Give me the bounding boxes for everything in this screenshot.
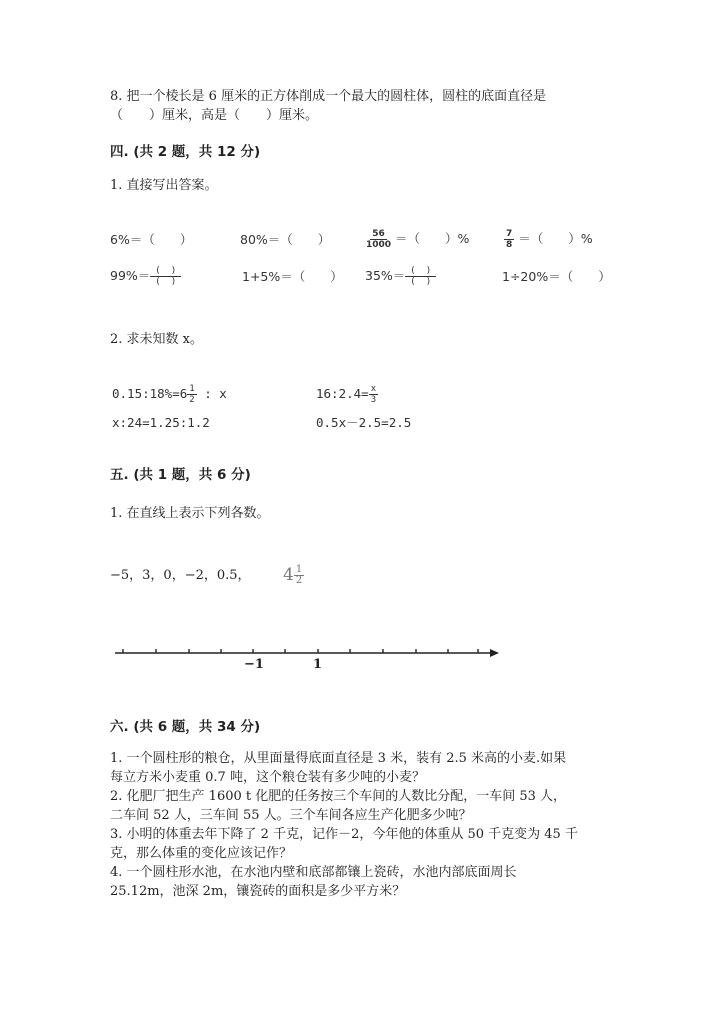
equation: 0.5x－2.5=2.5 — [316, 415, 412, 430]
question-8-line2: （ ）厘米，高是（ ）厘米。 — [110, 108, 319, 123]
fraction — [187, 384, 196, 405]
calc-item: 1÷20%＝（ ） — [502, 269, 611, 284]
number-line — [0, 640, 720, 680]
question-line: 25.12m，池深 2m，镶瓷砖的面积是多少平方米？ — [110, 884, 406, 899]
denominator: ( ) — [156, 277, 176, 287]
mixed-whole: 4 — [283, 565, 294, 585]
numerator: x — [370, 384, 377, 394]
calc-rest: ＝（ ）% — [395, 231, 470, 246]
mixed-number — [283, 565, 304, 586]
eq-left: 16:2.4= — [316, 386, 369, 401]
eq-left: 0.15:18%=6 — [112, 386, 188, 401]
calc-left: 35%＝ — [365, 268, 406, 283]
numerator: 1 — [189, 384, 195, 394]
section-4-title: 四. (共 2 题，共 12 分) — [110, 144, 261, 160]
question-line: 二车间 52 人，三车间 55 人。三个车间各应生产化肥多少吨？ — [110, 808, 472, 823]
numerator: 1 — [295, 564, 303, 575]
question-8-line1: 8. 把一个棱长是 6 厘米的正方体削成一个最大的圆柱体，圆柱的底面直径是 — [110, 89, 547, 104]
calc-rest: ＝（ ）% — [518, 231, 593, 246]
calc-item — [366, 229, 469, 250]
calc-item — [365, 266, 436, 287]
numbers-list: −5，3，0，−2，0.5， — [110, 568, 251, 583]
calc-left: 99%＝ — [110, 268, 151, 283]
calc-item — [504, 229, 593, 250]
s4-q2-title: 2. 求未知数 x。 — [110, 332, 203, 347]
denominator: 2 — [189, 395, 195, 405]
question-line: 克，那么体重的变化应该记作？ — [110, 846, 293, 861]
denominator: 2 — [295, 575, 303, 586]
question-line: 每立方米小麦重 0.7 吨，这个粮仓装有多少吨的小麦？ — [110, 770, 425, 785]
fraction — [294, 565, 304, 586]
axis-label-neg1: −1 — [244, 657, 264, 672]
eq-right: : x — [196, 386, 227, 401]
question-line: 4. 一个圆柱形水池，在水池内壁和底部都镶上瓷砖，水池内部底面周长 — [110, 865, 517, 880]
question-line: 3. 小明的体重去年下降了 2 千克，记作－2，今年他的体重从 50 千克变为 45 千 — [110, 827, 578, 842]
question-line: 2. 化肥厂把生产 1600 t 化肥的任务按三个车间的人数比分配，一车间 53 人， — [110, 789, 567, 804]
fraction — [504, 229, 514, 250]
fraction — [150, 266, 181, 287]
numerator: ( ) — [405, 266, 436, 277]
section-6-title: 六. (共 6 题，共 34 分) — [110, 719, 261, 735]
denominator: ( ) — [411, 277, 431, 287]
calc-item: 80%＝（ ） — [240, 232, 331, 247]
axis-label-1: 1 — [313, 657, 323, 672]
s5-q1-title: 1. 在直线上表示下列各数。 — [110, 506, 270, 521]
equation — [316, 384, 378, 405]
numerator: ( ) — [150, 266, 181, 277]
denominator: 8 — [506, 240, 513, 250]
denominator: 1000 — [366, 240, 392, 250]
numerator: 7 — [506, 229, 513, 239]
denominator: 3 — [370, 395, 377, 405]
axis-arrow-icon — [490, 649, 499, 657]
numerator: 56 — [372, 229, 385, 239]
question-line: 1. 一个圆柱形的粮仓，从里面量得底面直径是 3 米，装有 2.5 米高的小麦.如果 — [110, 751, 567, 766]
fraction — [366, 229, 391, 250]
equation: x:24=1.25:1.2 — [112, 415, 210, 430]
section-5-title: 五. (共 1 题，共 6 分) — [110, 467, 251, 483]
s4-q1-title: 1. 直接写出答案。 — [110, 178, 218, 193]
fraction — [405, 266, 436, 287]
calc-item — [110, 266, 181, 287]
calc-item: 1+5%＝（ ） — [242, 269, 343, 284]
fraction — [369, 384, 378, 405]
calc-item: 6%＝（ ） — [110, 232, 193, 247]
equation — [112, 384, 227, 405]
